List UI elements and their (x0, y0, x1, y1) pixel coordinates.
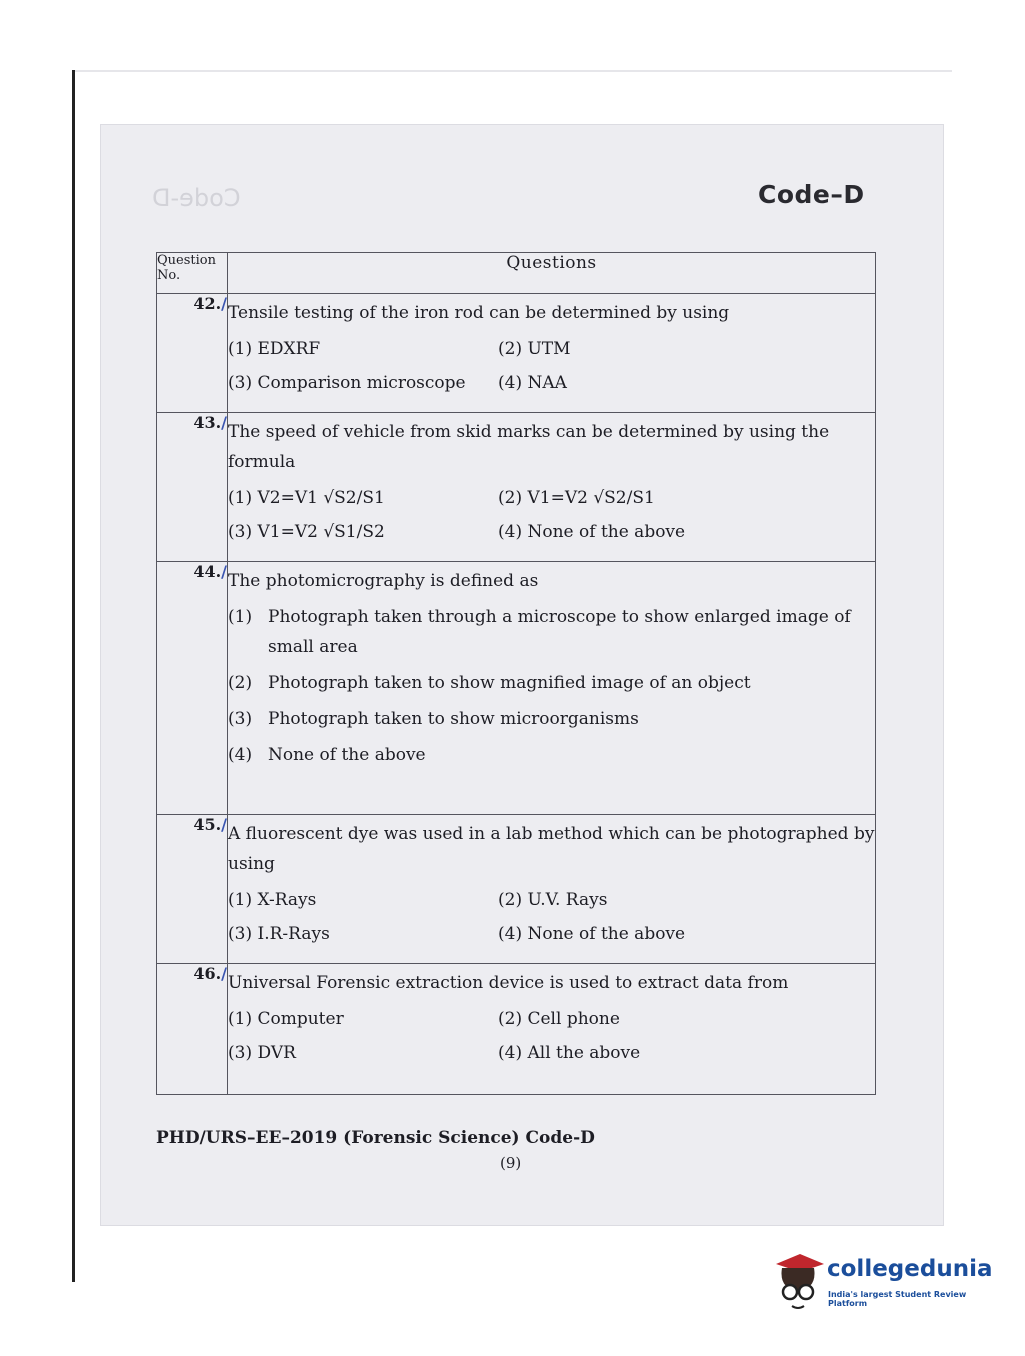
option: (3) V1=V2 √S1/S2 (228, 522, 385, 542)
question-number: 42./ (157, 294, 228, 413)
question-row (157, 413, 876, 562)
paper-code: Code–D (758, 180, 865, 209)
question-stem: Universal Forensic extraction device is used to extract data from (228, 973, 789, 993)
option: (4) All the above (498, 1043, 641, 1063)
option: (3) Photograph taken to show microorganisms (228, 709, 639, 729)
tick-mark-icon: / (221, 964, 227, 983)
tick-mark-icon: / (221, 413, 227, 432)
scan-left-edge (72, 70, 75, 1282)
question-row (157, 964, 876, 1095)
option: (2) V1=V2 √S2/S1 (498, 488, 655, 508)
option: (1) Photograph taken through a microscope to show enlarged image of small area (228, 607, 851, 657)
header-question-no: Question No. (157, 253, 228, 294)
tick-mark-icon: / (221, 294, 227, 313)
header-questions: Questions (228, 253, 876, 294)
page-number: (9) (500, 1154, 522, 1172)
question-number: 44./ (157, 562, 228, 815)
option: (2) UTM (498, 339, 571, 359)
option: (4) None of the above (498, 924, 686, 944)
question-stem: The speed of vehicle from skid marks can be determined by using the formula (228, 422, 830, 472)
option: (3) I.R-Rays (228, 924, 330, 944)
question-cell (228, 815, 876, 964)
option: (4) None of the above (498, 522, 686, 542)
table-header-row (157, 253, 876, 294)
scan-top-edge (72, 70, 952, 72)
question-row (157, 294, 876, 413)
option: (3) DVR (228, 1043, 296, 1063)
question-cell (228, 413, 876, 562)
option: (2) U.V. Rays (498, 890, 608, 910)
option: (1) V2=V1 √S2/S1 (228, 488, 385, 508)
option: (1) Computer (228, 1009, 344, 1029)
question-number: 43./ (157, 413, 228, 562)
tick-mark-icon: / (221, 815, 227, 834)
option: (4) NAA (498, 373, 567, 393)
option: (4) None of the above (228, 745, 426, 765)
logo-wordmark: collegedunia (827, 1256, 993, 1282)
graduate-mascot-icon (770, 1250, 828, 1314)
option: (2) Photograph taken to show magnified image of an object (228, 673, 751, 693)
question-number: 45./ (157, 815, 228, 964)
question-stem: A fluorescent dye was used in a lab method which can be photographed by using (228, 824, 875, 874)
option: (2) Cell phone (498, 1009, 620, 1029)
question-stem: The photomicrography is defined as (228, 571, 539, 591)
option: (1) X-Rays (228, 890, 317, 910)
tick-mark-icon: / (221, 562, 227, 581)
question-cell (228, 964, 876, 1095)
option: (1) EDXRF (228, 339, 321, 359)
question-row (157, 562, 876, 815)
question-row (157, 815, 876, 964)
option: (3) Comparison microscope (228, 373, 466, 393)
question-number: 46./ (157, 964, 228, 1095)
logo-tagline: India's largest Student Review Platform (828, 1290, 967, 1308)
question-cell (228, 562, 876, 815)
question-table (156, 252, 876, 1095)
question-cell (228, 294, 876, 413)
paper-footer: PHD/URS–EE–2019 (Forensic Science) Code-D (156, 1128, 595, 1148)
question-stem: Tensile testing of the iron rod can be determined by using (228, 303, 730, 323)
bleed-through-text: Code-D (152, 184, 241, 212)
collegedunia-logo (770, 1250, 1000, 1320)
